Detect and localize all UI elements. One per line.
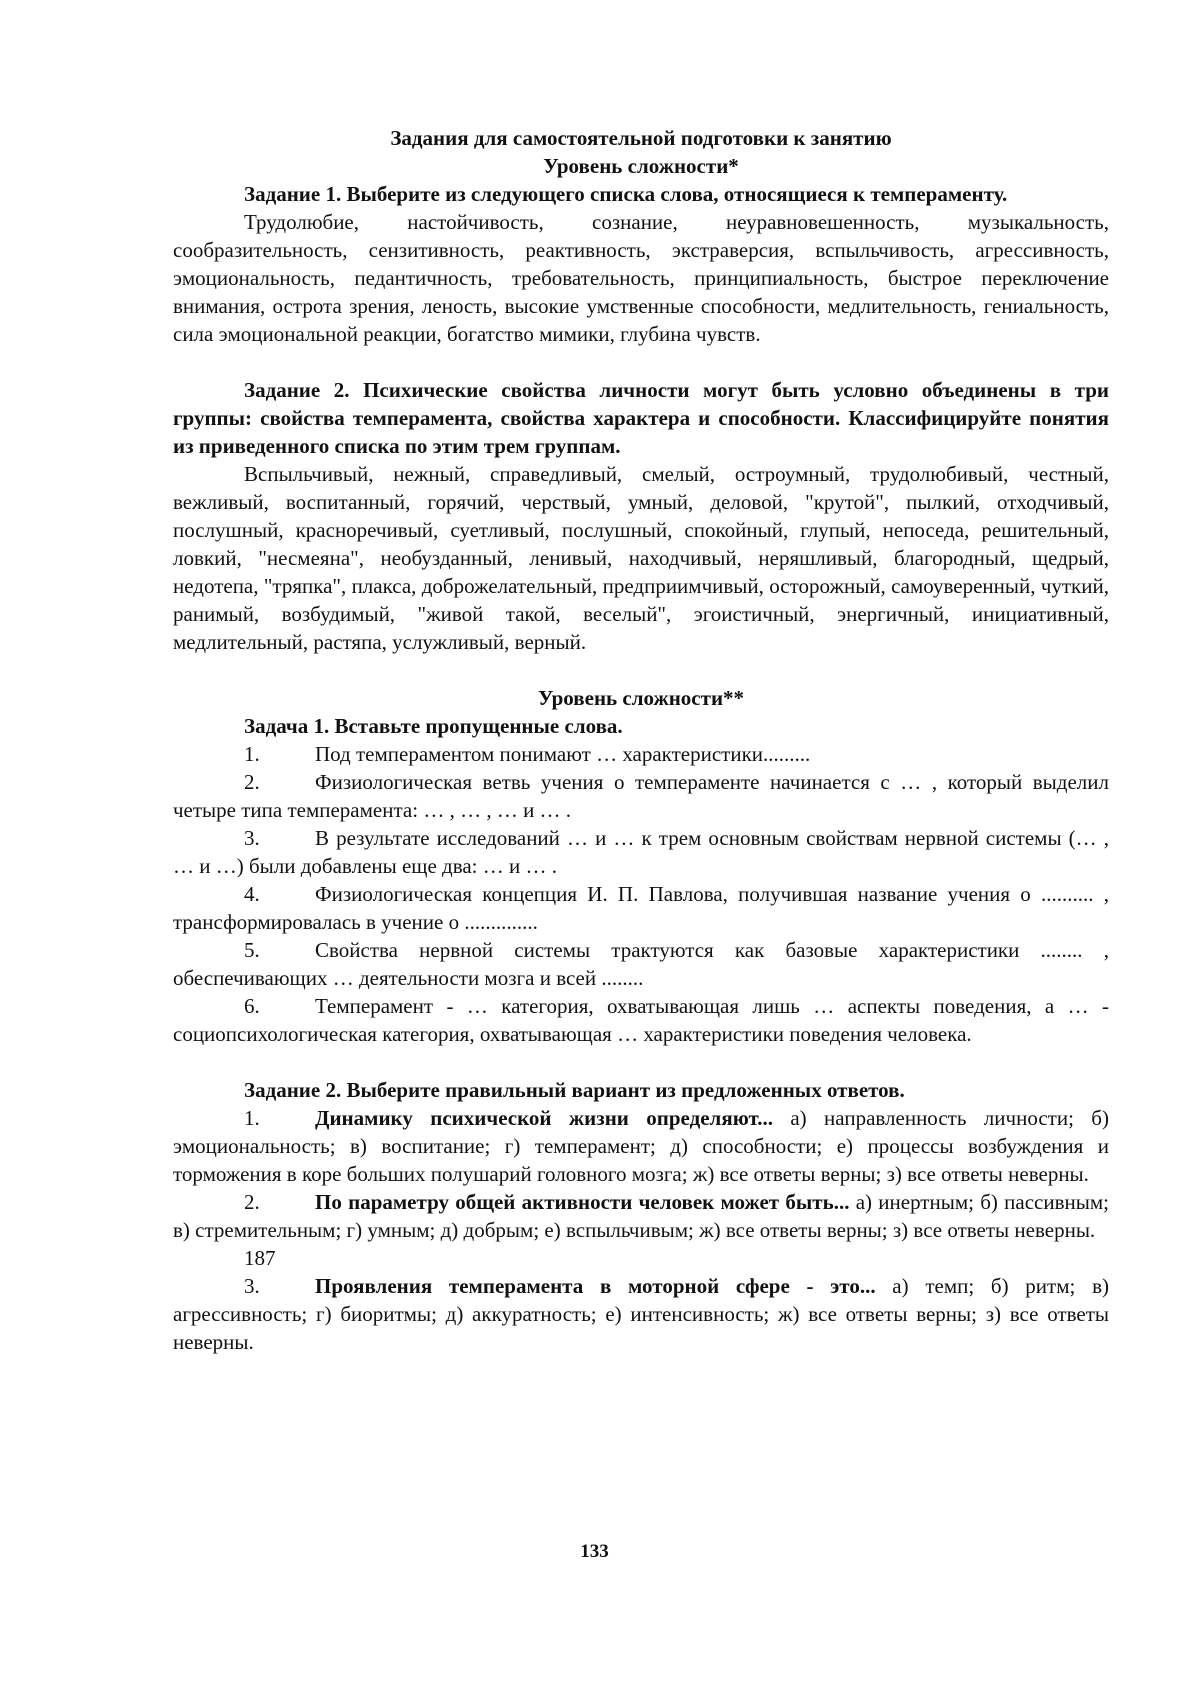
item-number: 2.: [244, 1190, 260, 1214]
item-number: 2.: [244, 770, 260, 794]
question-text: По параметру общей активности человек может быть...: [315, 1190, 850, 1214]
problem2-label: Задание 2: [244, 1078, 336, 1102]
problem1-list: [173, 740, 1109, 1048]
task1-heading: [173, 180, 1109, 208]
task1-body: Трудолюбие, настойчивость, сознание, неуравновешенность, музыкальность, сообразительность, сензитивность, реактивность, экстраверсия, вспыльчивость, агрессивность, эмоциональность, педантичность, требовательность, принципиальность, быстрое переключение внимания, острота зрения, леность, высокие умственные способности, медлительность, гениальность, сила эмоциональной реакции, богатство мимики, глубина чувств.: [173, 210, 1109, 346]
item-text: Физиологическая концепция И. П. Павлова, получившая название учения о .......... , трансформировалась в учение о ..............: [173, 882, 1109, 934]
difficulty-level-2: Уровень сложности**: [537, 686, 745, 710]
question-text: Проявления темперамента в моторной сфере - это...: [315, 1274, 876, 1298]
item-number: 1.: [244, 742, 260, 766]
list-item: [173, 992, 1109, 1048]
item-number: 1.: [244, 1106, 260, 1130]
problem1-heading: [173, 712, 1109, 740]
item-number: 3.: [244, 1274, 260, 1298]
page-number: 133: [580, 1541, 609, 1562]
answer-options: а) инертным; б) пассивным; в) стремительным; г) умным; д) добрым; е) вспыльчивым; ж) все ответы верны; з) все ответы неверны.: [173, 1190, 1109, 1242]
question-item: [173, 1272, 1109, 1356]
problem2-heading: [173, 1076, 1109, 1104]
answer-options: а) направленность личности; б) эмоциональность; в) воспитание; г) темперамент; д) способности; е) процессы возбуждения и торможения в коре больших полушарий головного мозга; ж) все ответы верны; з) все ответы неверны.: [173, 1106, 1109, 1186]
item-text: Свойства нервной системы трактуются как базовые характеристики ........ , обеспечивающих … деятельности мозга и всей ........: [173, 938, 1109, 990]
problem1-instruction: . Вставьте пропущенные слова.: [323, 714, 623, 738]
problem1-label: Задача 1: [244, 714, 324, 738]
difficulty-level-1: Уровень сложности*: [543, 154, 739, 178]
problem2-instruction: . Выберите правильный вариант из предложенных ответов.: [335, 1078, 905, 1102]
problem2-list: [173, 1104, 1109, 1244]
answer-options: а) темп; б) ритм; в) агрессивность; г) биоритмы; д) аккуратность; е) интенсивность; ж) все ответы верны; з) все ответы неверны.: [173, 1274, 1109, 1354]
task1-label: Задание 1: [244, 182, 336, 206]
item-number: 4.: [244, 882, 260, 906]
item-text: Физиологическая ветвь учения о темпераменте начинается с … , который выделил четыре типа темперамента: … , … , … и … .: [173, 770, 1109, 822]
question-text: Динамику психической жизни определяют...: [315, 1106, 773, 1130]
item-text: Темперамент - … категория, охватывающая лишь … аспекты поведения, а … - социопсихологическая категория, охватывающая … характеристики поведения человека.: [173, 994, 1109, 1046]
list-item: [173, 880, 1109, 936]
item-text: В результате исследований … и … к трем основным свойствам нервной системы (… , … и …) были добавлены еще два: … и … .: [173, 826, 1109, 878]
content-column: [173, 124, 1109, 1356]
problem2-list-continued: [173, 1272, 1109, 1356]
item-text: Под темпераментом понимают … характеристики.........: [315, 742, 811, 766]
document-title: Задания для самостоятельной подготовки к занятию: [390, 126, 892, 150]
inline-page-number: 187: [244, 1246, 276, 1270]
list-item: [173, 936, 1109, 992]
list-item: [173, 740, 1109, 768]
item-number: 6.: [244, 994, 260, 1018]
question-item: [173, 1104, 1109, 1188]
task2-heading: Задание 2. Психические свойства личности могут быть условно объединены в три группы: свойства темперамента, свойства характера и способности. Классифицируйте понятия из приведенного списка по этим трем группам.: [173, 378, 1109, 458]
question-item: [173, 1188, 1109, 1244]
task2-body: Вспыльчивый, нежный, справедливый, смелый, остроумный, трудолюбивый, честный, вежливый, воспитанный, горячий, черствый, умный, деловой, "крутой", пылкий, отходчивый, послушный, красноречивый, суетливый, послушный, спокойный, глупый, непоседа, решительный, ловкий, "несмеяна", необузданный, ленивый, находчивый, неряшливый, благородный, щедрый, недотепа, "тряпка", плакса, доброжелательный, предприимчивый, осторожный, самоуверенный, чуткий, ранимый, возбудимый, "живой такой, веселый", эгоистичный, энергичный, инициативный, медлительный, растяпа, услужливый, верный.: [173, 462, 1109, 654]
task1-instruction: . Выберите из следующего списка слова, относящиеся к темпераменту.: [335, 182, 1008, 206]
item-number: 3.: [244, 826, 260, 850]
list-item: [173, 768, 1109, 824]
item-number: 5.: [244, 938, 260, 962]
list-item: [173, 824, 1109, 880]
